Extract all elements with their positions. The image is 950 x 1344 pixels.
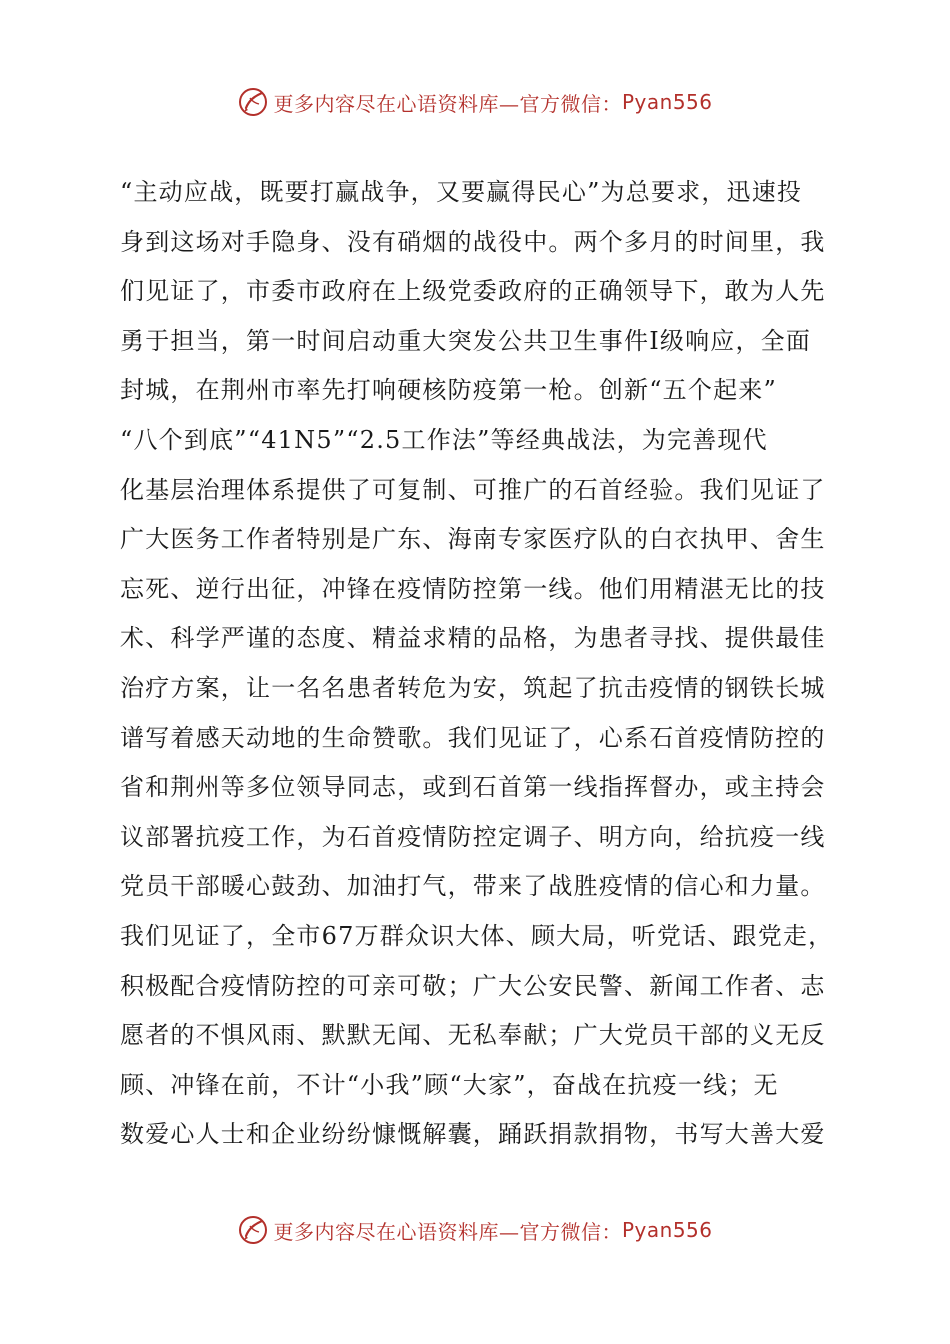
text-line: 我们见证了，全市67万群众识大体、顾大局，听党话、跟党走， xyxy=(120,921,834,950)
text-line: 积极配合疫情防控的可亲可敬；广大公安民警、新闻工作者、志 xyxy=(120,971,826,1000)
text-line: 封城，在荆州市率先打响硬核防疫第一枪。创新“五个起来” xyxy=(120,376,777,405)
text-line: 术、科学严谨的态度、精益求精的品格，为患者寻找、提供最佳 xyxy=(120,624,826,653)
text-line: 议部署抗疫工作，为石首疫情防控定调子、明方向，给抗疫一线 xyxy=(120,822,826,851)
text-line: “主动应战，既要打赢战争，又要赢得民心”为总要求，迅速投 xyxy=(120,178,803,206)
pen-seal-icon xyxy=(237,1214,269,1246)
document-body xyxy=(120,168,838,1160)
text-line: 们见证了，市委市政府在上级党委政府的正确领导下，敢为人先 xyxy=(120,277,826,306)
text-line: 广大医务工作者特别是广东、海南专家医疗队的白衣执甲、舍生 xyxy=(120,525,826,554)
footer-banner-text: 更多内容尽在心语资料库—官方微信： xyxy=(273,1219,622,1244)
text-line: 省和荆州等多位领导同志，或到石首第一线指挥督办，或主持会 xyxy=(120,773,826,802)
text-line: 顾、冲锋在前，不计“小我”顾“大家”，奋战在抗疫一线；无 xyxy=(120,1070,779,1099)
header-wechat-id: Pyan556 xyxy=(621,90,713,114)
header-banner xyxy=(0,82,950,122)
header-banner-text: 更多内容尽在心语资料库—官方微信： xyxy=(273,91,622,116)
pen-seal-icon xyxy=(237,86,269,118)
text-line: 身到这场对手隐身、没有硝烟的战役中。两个多月的时间里，我 xyxy=(120,227,826,256)
footer-wechat-id: Pyan556 xyxy=(621,1218,713,1242)
text-line: “八个到底”“41N5”“2.5工作法”等经典战法，为完善现代 xyxy=(120,425,768,454)
text-line: 数爱心人士和企业纷纷慷慨解囊，踊跃捐款捐物，书写大善大爱 xyxy=(120,1120,826,1149)
text-line: 勇于担当，第一时间启动重大突发公共卫生事件Ⅰ级响应，全面 xyxy=(120,326,812,355)
text-line: 谱写着感天动地的生命赞歌。我们见证了，心系石首疫情防控的 xyxy=(120,723,826,752)
text-line: 愿者的不惧风雨、默默无闻、无私奉献；广大党员干部的义无反 xyxy=(120,1021,826,1050)
text-line: 忘死、逆行出征，冲锋在疫情防控第一线。他们用精湛无比的技 xyxy=(120,574,826,603)
text-line: 治疗方案，让一名名患者转危为安，筑起了抗击疫情的钢铁长城 xyxy=(120,673,826,702)
text-line: 党员干部暖心鼓劲、加油打气，带来了战胜疫情的信心和力量。 xyxy=(120,872,826,901)
text-line: 化基层治理体系提供了可复制、可推广的石首经验。我们见证了 xyxy=(120,475,826,504)
footer-banner xyxy=(0,1210,950,1250)
